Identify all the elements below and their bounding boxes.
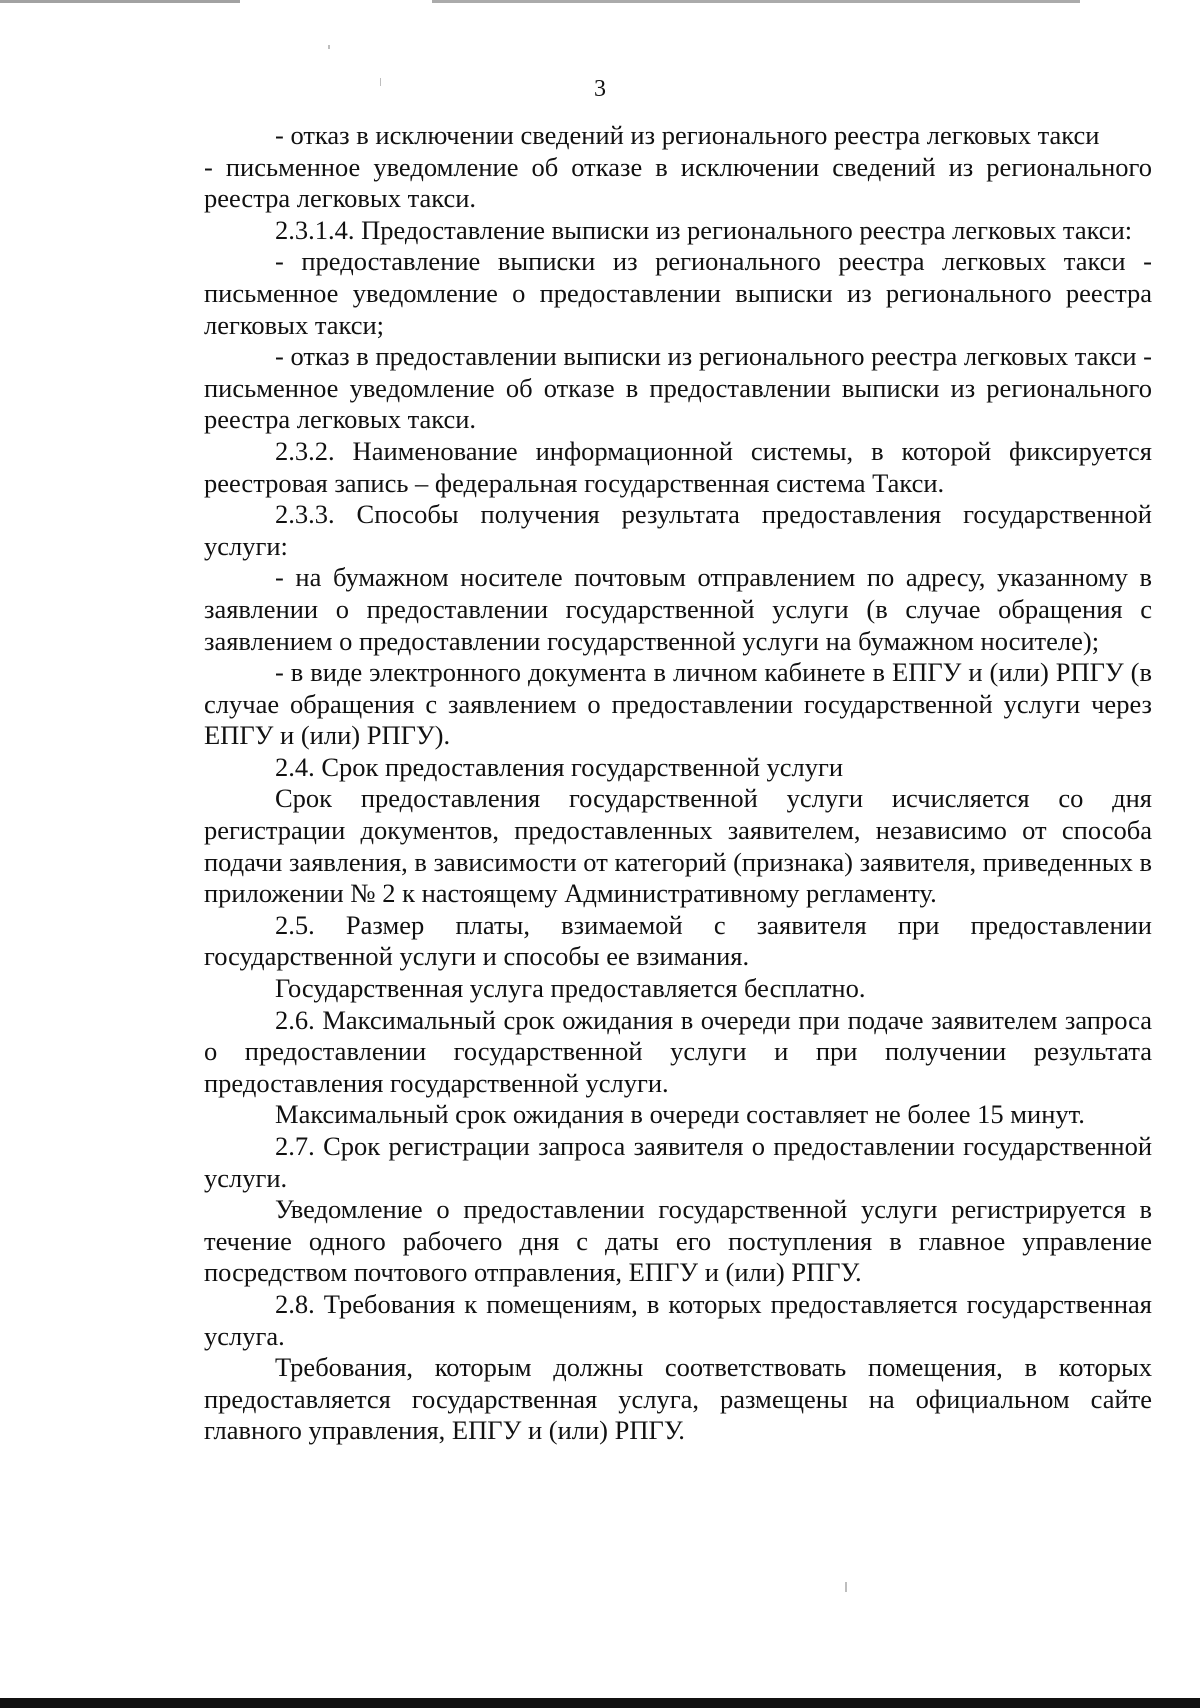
paragraph: - на бумажном носителе почтовым отправлением по адресу, указанному в заявлении о предоставлении государственной услуги (в случае обращения с заявлением о предоставлении государственной услуги на бумажном носителе); xyxy=(204,562,1152,656)
scan-speck xyxy=(845,1582,847,1592)
scan-edge-top xyxy=(0,0,1200,3)
paragraph: 2.3.3. Способы получения результата предоставления государственной услуги: xyxy=(204,499,1152,561)
paragraph: - предоставление выписки из регионального реестра легковых такси - письменное уведомление о предоставлении выписки из регионального реестра легковых такси; xyxy=(204,246,1152,340)
paragraph: 2.7. Срок регистрации запроса заявителя о предоставлении государственной услуги. xyxy=(204,1131,1152,1193)
paragraph: 2.3.1.4. Предоставление выписки из регионального реестра легковых такси: xyxy=(275,214,1133,245)
paragraph: Максимальный срок ожидания в очереди составляет не более 15 минут. xyxy=(275,1099,1085,1130)
paragraph: 2.6. Максимальный срок ожидания в очереди при подаче заявителем запроса о предоставлении государственной услуги и при получении результата предоставления государственной услуги. xyxy=(204,1004,1152,1098)
scan-speck xyxy=(380,78,381,86)
scan-speck xyxy=(328,45,330,49)
paragraph: - отказ в предоставлении выписки из регионального реестра легковых такси - письменное уведомление об отказе в предоставлении выписки из регионального реестра легковых такси. xyxy=(204,341,1152,435)
scan-edge-bottom xyxy=(0,1698,1200,1708)
paragraph: Требования, которым должны соответствовать помещения, в которых предоставляется государственная услуга, размещены на официальном сайте главного управления, ЕПГУ и (или) РПГУ. xyxy=(204,1352,1152,1446)
page-number: 3 xyxy=(594,76,606,102)
paragraph: - отказ в исключении сведений из регионального реестра легковых такси xyxy=(275,120,1100,150)
paragraph: - письменное уведомление об отказе в исключении сведений из регионального реестра легковых такси. xyxy=(204,151,1152,214)
paragraph: 2.3.2. Наименование информационной системы, в которой фиксируется реестровая запись – федеральная государственная система Такси. xyxy=(204,435,1152,498)
paragraph: Уведомление о предоставлении государственной услуги регистрируется в течение одного рабочего дня с даты его поступления в главное управление посредством почтового отправления, ЕПГУ и (или) РПГУ. xyxy=(204,1194,1152,1288)
paragraph: - в виде электронного документа в личном кабинете в ЕПГУ и (или) РПГУ (в случае обращения с заявлением о предоставлении государственной услуги через ЕПГУ и (или) РПГУ). xyxy=(204,657,1152,751)
paragraph: 2.5. Размер платы, взимаемой с заявителя при предоставлении государственной услуги и способы ее взимания. xyxy=(204,909,1152,972)
paragraph: Государственная услуга предоставляется бесплатно. xyxy=(275,973,866,1004)
paragraph: 2.4. Срок предоставления государственной услуги xyxy=(275,751,844,782)
document-body xyxy=(204,120,1152,1447)
paragraph: Срок предоставления государственной услуги исчисляется со дня регистрации документов, предоставленных заявителем, независимо от способа подачи заявления, в зависимости от категорий (признака) заявителя, приведенных в приложении № 2 к настоящему Административному регламенту. xyxy=(204,783,1152,909)
paragraph: 2.8. Требования к помещениям, в которых предоставляется государственная услуга. xyxy=(204,1288,1152,1351)
